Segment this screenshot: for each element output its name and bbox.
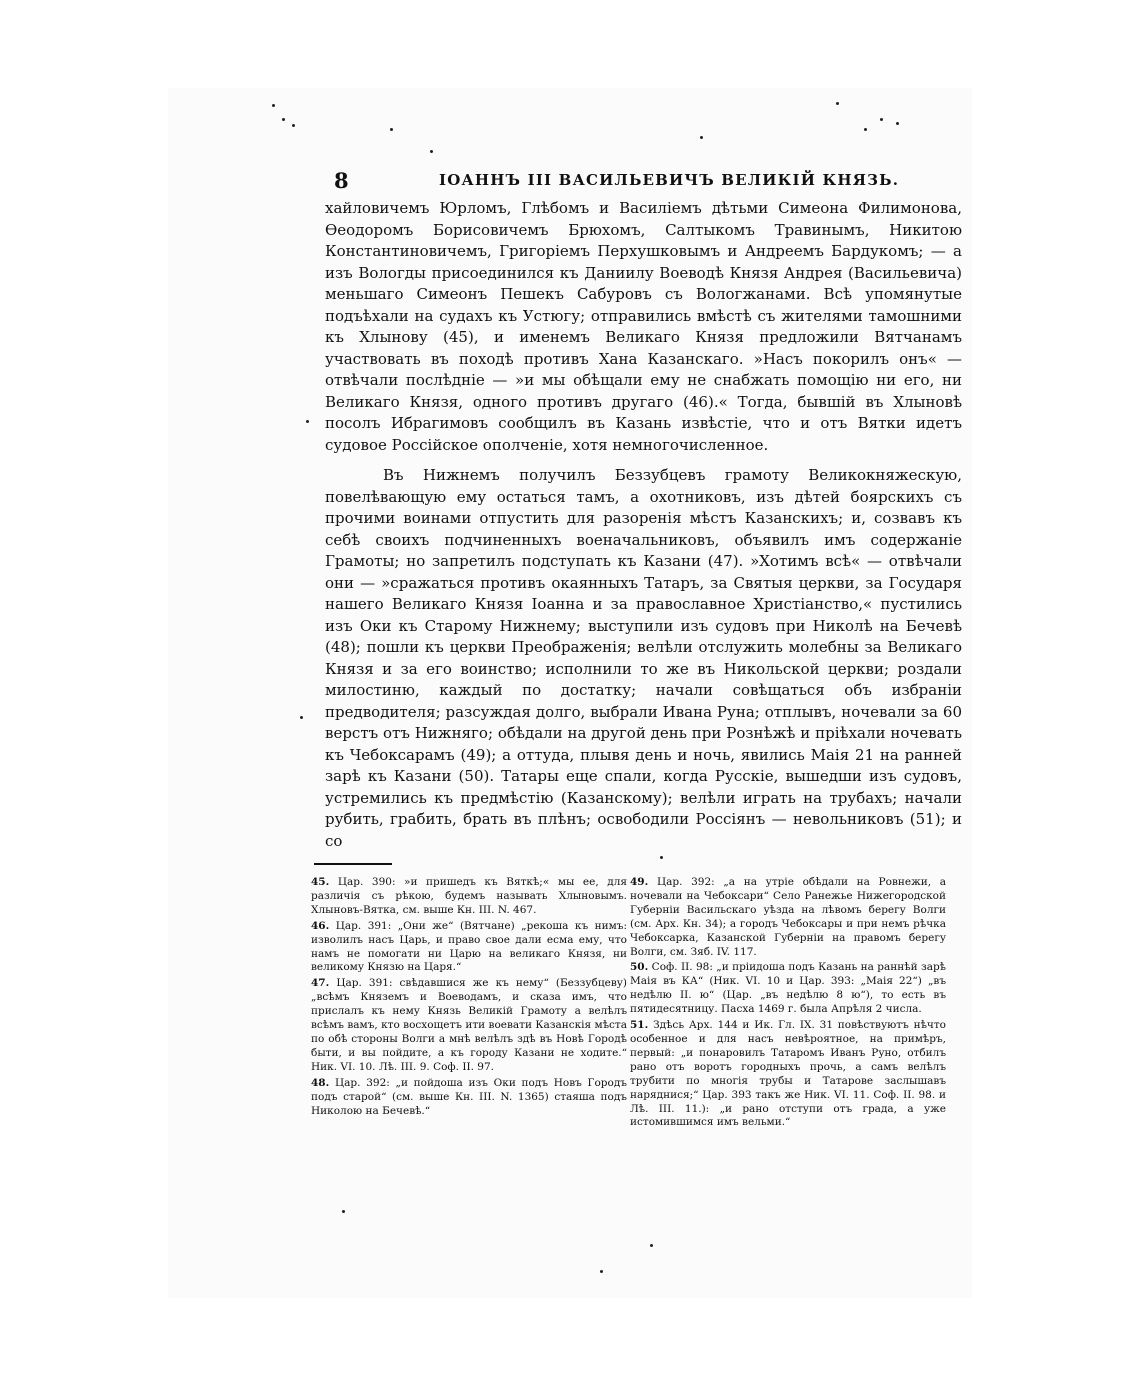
main-text: [325, 198, 962, 852]
scan-speck: [700, 136, 703, 139]
footnote-number: 49.: [630, 876, 649, 888]
scan-speck: [300, 716, 303, 719]
running-title: ІОАННЪ III ВАСИЛЬЕВИЧЪ ВЕЛИКІЙ КНЯЗЬ.: [439, 171, 900, 189]
scan-speck: [836, 102, 839, 105]
scan-speck: [896, 122, 899, 125]
scan-speck: [600, 1270, 603, 1273]
paragraph: Въ Нижнемъ получилъ Беззубцевъ грамоту Великокняжескую, повелѣвающую ему остаться тамъ, а охотниковъ, изъ дѣтей боярскихъ съ прочими воинами отпустить для разоренія мѣстъ Казанскихъ; и, созвавъ къ себѣ своихъ подчиненныхъ военачальниковъ, объявилъ имъ содержаніе Грамоты; но запретилъ подступать къ Казани (47). »Хотимъ всѣ« — отвѣчали они — »сражаться противъ окаянныхъ Татаръ, за Святыя церкви, за Государя нашего Великаго Князя Іоанна и за православное Христіанство,« пустились изъ Оки къ Старому Нижнему; выступили изъ судовъ при Николѣ на Бечевѣ (48); пошли къ церкви Преображенія; велѣли отслужить молебны за Великаго Князя и за его воинство; исполнили то же въ Никольской церкви; роздали милостиню, каждый по достатку; начали совѣщаться объ избраніи предводителя; разсуждая долго, выбрали Ивана Руна; отплывъ, ночевали за 60 верстъ отъ Нижняго; обѣдали на другой день при Рознѣжѣ и пріѣхали ночевать къ Чебоксарамъ (49); а оттуда, плывя день и ночь, явились Маія 21 на ранней зарѣ къ Казани (50). Татары еще спали, когда Русскіе, вышедши изъ судовъ, устремились къ предмѣстію (Казанскому); велѣли играть на трубахъ; начали рубить, грабить, брать въ плѣнъ; освободили Россіянъ — невольниковъ (51); и со: [325, 466, 962, 850]
scan-speck: [306, 420, 309, 423]
footnote-51: [630, 1019, 946, 1130]
footnote-number: 46.: [311, 919, 330, 932]
footnote-text: Соф. II. 98: „и пріидоша подъ Казань на раннѣй зарѣ Маія въ КА“ (Ник. VI. 10 и Цар. 393: „Маія 22“) „въ недѣлю II. ю“ (Цар. „въ недѣлю 8 ю“), то есть въ пятидесятницу. Пасха 1469 г. была Апрѣля 2 числа.: [630, 961, 947, 1016]
footnote-text: Здѣсь Арх. 144 и Ик. Гл. IX. 31 повѣствуютъ нѣчто особенное и для насъ невѣроятное, на примѣръ, первый: „и понаровилъ Татаромъ Иванъ Руно, отбилъ рано отъ воротъ городныхъ прочь, а самъ велѣлъ трубити по многія трубы и Татарове заслышавъ наряднися;“ Цар. 393 такъ же Ник. VI. 11. Соф. II. 98. и Лѣ. III. 11.): „и рано отступи отъ града, а уже истомившимся имъ вельми.“: [630, 1019, 946, 1129]
scan-speck: [272, 104, 275, 107]
scan-speck: [342, 1210, 345, 1213]
footnotes-left-column: [311, 876, 627, 1120]
footnote-47: [311, 977, 627, 1074]
footnote-separator: [314, 863, 392, 865]
footnote-text: Цар. 392: „и пойдоша изъ Оки подъ Новъ Городъ подъ старой“ (см. выше Кн. III. N. 1365) стаяша подъ Николою на Бечевѣ.“: [311, 1076, 627, 1117]
footnote-text: Цар. 391: свѣдавшися же къ нему“ (Беззубцеву) „всѣмъ Княземъ и Воеводамъ, и сказа имъ, что прислалъ къ нему Князь Великій Грамоту а велѣлъ всѣмъ вамъ, кто восхощетъ ити воевати Казанскія мѣста по обѣ стороны Волги а мнѣ велѣлъ здѣ въ Новѣ Городѣ быти, и вы пойдите, а къ городу Казани не ходите.“ Ник. VI. 10. Лѣ. III. 9. Соф. II. 97.: [311, 977, 628, 1073]
footnote-48: [311, 1077, 627, 1119]
scan-speck: [864, 128, 867, 131]
footnote-text: Цар. 392: „а на утріе обѣдали на Ровнежи, а ночевали на Чебоксари“ Село Ранежье Нижегородской Губерніи Васильскаго уѣзда на лѣвомъ берегу Волги (см. Арх. Кн. 34); а городъ Чебоксары и при немъ рѣчка Чебоксарка, Казанской Губерніи на правомъ берегу Волги, см. Зяб. IV. 117.: [630, 876, 946, 958]
scan-speck: [880, 118, 883, 121]
page-number: 8: [334, 168, 349, 193]
footnote-number: 45.: [311, 876, 330, 888]
footnote-45: [311, 876, 627, 918]
footnote-49: [630, 876, 946, 959]
footnote-number: 51.: [630, 1019, 649, 1032]
footnote-number: 47.: [311, 977, 330, 990]
footnotes-right-column: [630, 876, 946, 1132]
footnote-text: Цар. 390: »и пришедъ къ Вяткѣ;« мы ее, для различія съ рѣкою, будемъ называть Хлыновымъ. Хлыновъ-Вятка, см. выше Кн. III. N. 467.: [311, 876, 627, 916]
scan-speck: [282, 118, 285, 121]
scan-speck: [660, 856, 663, 859]
page-header: [334, 168, 964, 194]
scan-speck: [292, 124, 295, 127]
scan-speck: [430, 150, 433, 153]
paragraph: хайловичемъ Юрломъ, Глѣбомъ и Василіемъ дѣтьми Симеона Филимонова, Ѳеодоромъ Борисовичемъ Брюхомъ, Салтыкомъ Травинымъ, Никитою Константиновичемъ, Григоріемъ Перхушковымъ и Андреемъ Бардукомъ; — а изъ Вологды присоединился къ Даниилу Воеводѣ Князя Андрея (Васильевича) меньшаго Симеонъ Пешекъ Сабуровъ съ Вологжанами. Всѣ упомянутые подъѣхали на судахъ къ Устюгу; отправились вмѣстѣ съ жителями тамошними къ Хлынову (45), и именемъ Великаго Князя предложили Вятчанамъ участвовать въ походѣ противъ Хана Казанскаго. »Насъ покорилъ онъ« — отвѣчали послѣдніе — »и мы обѣщали ему не снабжать помощію ни его, ни Великаго Князя, одного противъ другаго (46).« Тогда, бывшій въ Хлыновѣ посолъ Ибрагимовъ сообщилъ въ Казань извѣстіе, что и отъ Вятки идетъ судовое Россійское ополченіе, хотя немногочисленное.: [325, 199, 962, 454]
scan-speck: [390, 128, 393, 131]
scan-speck: [650, 1244, 653, 1247]
footnote-text: Цар. 391: „Они же“ (Вятчане) „рекоша къ нимъ: изволилъ насъ Царь, и право свое дали есма ему, что намъ не помогати ни Царю на великаго Князя, ни великому Князю на Царя.“: [311, 919, 627, 974]
footnote-50: [630, 961, 946, 1017]
footnote-46: [311, 920, 627, 976]
footnote-number: 48.: [311, 1076, 330, 1089]
footnote-number: 50.: [630, 961, 649, 974]
